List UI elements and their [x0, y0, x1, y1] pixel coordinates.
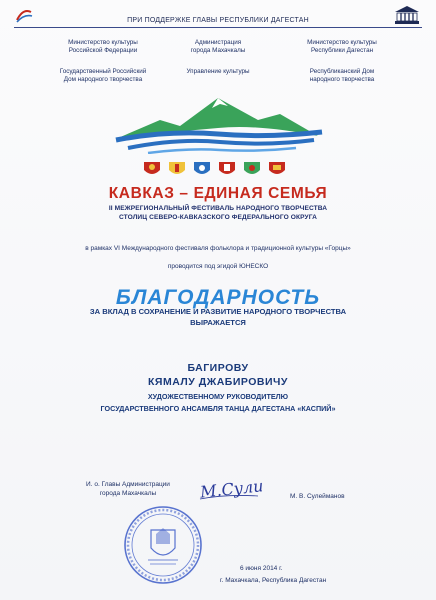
festival-title: КАВКАЗ – ЕДИНАЯ СЕМЬЯ	[108, 185, 328, 202]
org-ministry-rd: Министерство культуры Республики Дагестан	[307, 39, 377, 54]
official-stamp	[122, 504, 204, 586]
award-reason: ЗА ВКЛАД В СОХРАНЕНИЕ И РАЗВИТИЕ НАРОДНОГО ТВОРЧЕСТВА	[89, 307, 347, 316]
issue-date: 6 июня 2014 г.	[240, 565, 283, 572]
recipient-name: КЯМАЛУ ДЖАБИРОВИЧУ	[148, 376, 288, 388]
signatory-name: М. В. Сулейманов	[290, 493, 345, 500]
festival-subtitle-1: II МЕЖРЕГИОНАЛЬНЫЙ ФЕСТИВАЛЬ НАРОДНОГО ТВОРЧЕСТВА	[108, 205, 328, 212]
org-culture-dept: Управление культуры	[186, 68, 250, 75]
org-grdnt: Государственный Российский Дом народного творчества	[59, 68, 147, 83]
org-ministry-rf: Министерство культуры Российской Федерации	[68, 39, 138, 54]
issue-place: г. Махачкала, Республика Дагестан	[220, 577, 327, 584]
svg-text:М.Сули: М.Сули	[199, 476, 262, 502]
recipient-position: ХУДОЖЕСТВЕННОМУ РУКОВОДИТЕЛЮ	[147, 392, 289, 401]
recipient-surname: БАГИРОВУ	[187, 362, 249, 374]
award-title: БЛАГОДАРНОСТЬ	[115, 286, 321, 309]
signatory-role: И. о. Главы Администрации города Махачкалы	[86, 481, 170, 497]
unesco-aegis-text: проводится под эгидой ЮНЕСКО	[167, 263, 269, 270]
festival-frame-text: в рамках VI Международного фестиваля фольклора и традиционной культуры «Горцы»	[85, 245, 351, 252]
support-header: ПРИ ПОДДЕРЖКЕ ГЛАВЫ РЕСПУБЛИКИ ДАГЕСТАН	[127, 17, 309, 24]
festival-emblem	[108, 90, 328, 154]
org-administration: Администрация города Махачкалы	[190, 39, 246, 54]
festival-subtitle-2: СТОЛИЦ СЕВЕРО-КАВКАЗСКОГО ФЕДЕРАЛЬНОГО ОКРУГА	[118, 214, 318, 221]
recipient-organization: ГОСУДАРСТВЕННОГО АНСАМБЛЯ ТАНЦА ДАГЕСТАНА «КАСПИЙ»	[100, 404, 336, 413]
header-divider	[14, 27, 422, 28]
org-rdnt: Республиканский Дом народного творчества	[309, 68, 375, 83]
handwritten-signature	[196, 474, 262, 504]
award-expressed: ВЫРАЖАЕТСЯ	[190, 318, 246, 327]
regional-emblems	[142, 160, 294, 178]
